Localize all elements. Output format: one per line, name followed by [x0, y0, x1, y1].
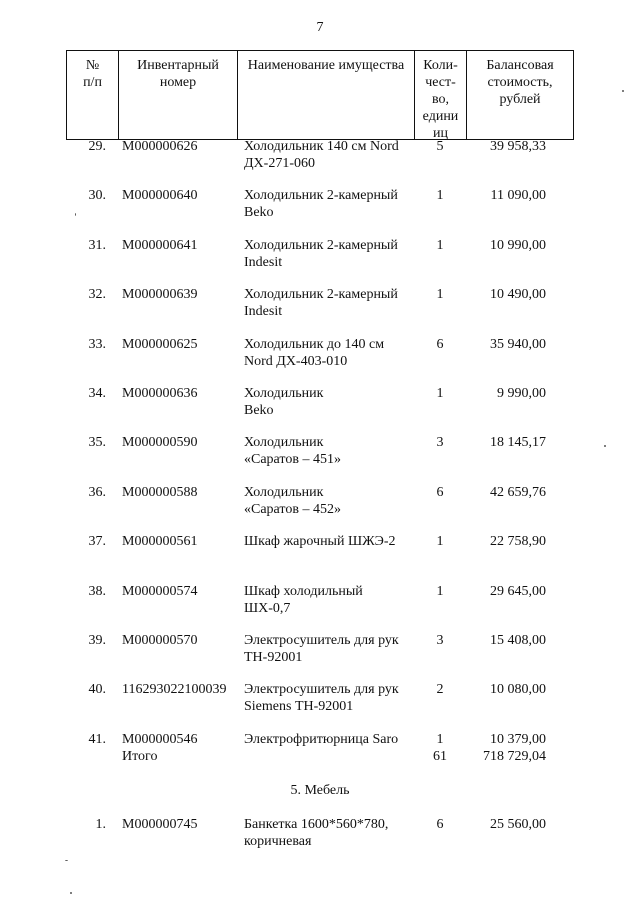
row-cost: 35 940,00: [490, 336, 546, 352]
row-inventory-number: М000000590: [122, 435, 198, 451]
row-quantity: 1: [436, 237, 444, 253]
header-quantity: Коли- чест- во, едини иц: [415, 51, 467, 139]
table-row: [66, 533, 574, 567]
table-row: [66, 816, 574, 850]
row-quantity: 3: [436, 633, 444, 648]
row-quantity: 3: [436, 435, 444, 451]
table-row: [66, 187, 574, 221]
row-quantity: 6: [436, 817, 444, 832]
table-row: [66, 385, 574, 419]
table-row: [66, 681, 574, 715]
table-row: [66, 434, 574, 468]
row-item-name: Холодильник 140 см Nord ДХ-271-060: [244, 139, 399, 171]
header-name: Наименование имущества: [238, 51, 415, 139]
row-item-name: Холодильник «Саратов – 451»: [244, 435, 341, 468]
row-number: 36.: [88, 484, 106, 500]
header-num: № п/п: [67, 51, 119, 139]
row-number: 33.: [88, 336, 106, 352]
table-row: [66, 138, 574, 172]
row-quantity: 5: [436, 139, 444, 154]
table-header: [66, 50, 574, 140]
row-number: 40.: [88, 682, 106, 698]
row-number: 29.: [88, 139, 106, 154]
row-cost: 10 990,00: [490, 237, 546, 253]
scan-speck: [622, 90, 624, 92]
row-number: 31.: [88, 237, 106, 253]
scan-speck: [65, 860, 68, 861]
row-cost: 10 379,00: [490, 731, 546, 747]
header-inventory: Инвентарный номер: [119, 51, 238, 139]
row-cost: 10 490,00: [490, 287, 546, 303]
row-cost: 18 145,17: [490, 435, 546, 451]
row-number: 39.: [88, 633, 106, 648]
row-cost: 9 990,00: [497, 386, 546, 401]
table-row: [66, 484, 574, 518]
row-inventory-number: М000000546: [122, 731, 198, 747]
row-item-name: Шкаф жарочный ШЖЭ-2: [244, 534, 396, 550]
row-cost: 25 560,00: [490, 817, 546, 832]
row-item-name: Холодильник 2-камерный Indesit: [244, 237, 398, 270]
row-quantity: 6: [436, 484, 444, 500]
row-number: 32.: [88, 287, 106, 303]
scan-speck: [75, 213, 76, 216]
table-row: [66, 583, 574, 617]
row-inventory-number: М000000561: [122, 534, 198, 550]
row-inventory-number: М000000640: [122, 188, 198, 204]
row-quantity: 6: [436, 336, 444, 352]
row-cost: 10 080,00: [490, 682, 546, 698]
row-cost: 11 090,00: [490, 188, 546, 204]
row-inventory-number: М000000745: [122, 817, 198, 832]
row-number: 34.: [88, 386, 106, 401]
row-inventory-number: М000000641: [122, 237, 198, 253]
page-number: 7: [316, 20, 324, 35]
total-row: [66, 749, 574, 766]
row-cost: 42 659,76: [490, 484, 546, 500]
scan-speck: [70, 892, 72, 894]
total-quantity: 61: [433, 749, 447, 764]
row-cost: 22 758,90: [490, 534, 546, 550]
row-inventory-number: М000000639: [122, 287, 198, 303]
row-inventory-number: 116293022100039: [122, 682, 227, 698]
table-row: [66, 237, 574, 271]
total-cost: 718 729,04: [483, 749, 546, 764]
row-item-name: Холодильник до 140 см Nord ДХ-403-010: [244, 336, 385, 369]
row-inventory-number: М000000626: [122, 139, 198, 154]
row-item-name: Холодильник Beko: [244, 386, 324, 418]
row-item-name: Холодильник 2-камерный Beko: [244, 188, 398, 221]
section-title: 5. Мебель: [290, 783, 350, 798]
row-number: 1.: [95, 817, 106, 832]
row-item-name: Банкетка 1600*560*780, коричневая: [244, 817, 389, 849]
row-inventory-number: М000000574: [122, 583, 198, 599]
row-inventory-number: М000000570: [122, 633, 198, 648]
table-row: [66, 336, 574, 370]
row-item-name: Электрофритюрница Saro: [244, 731, 399, 747]
row-item-name: Электросушитель для рук Siemens ТН-92001: [244, 682, 399, 715]
row-number: 37.: [88, 534, 106, 550]
row-quantity: 1: [436, 583, 444, 599]
row-item-name: Шкаф холодильный ШХ-0,7: [244, 583, 363, 616]
table-row: [66, 286, 574, 320]
header-cost: Балансовая стоимость, рублей: [486, 58, 554, 107]
row-inventory-number: М000000588: [122, 484, 198, 500]
row-number: 41.: [88, 731, 106, 747]
row-cost: 39 958,33: [490, 139, 546, 154]
row-inventory-number: М000000625: [122, 336, 198, 352]
row-quantity: 1: [436, 287, 444, 303]
row-quantity: 1: [436, 534, 444, 550]
row-quantity: 1: [436, 386, 444, 401]
scan-speck: [604, 445, 606, 447]
row-cost: 29 645,00: [490, 583, 546, 599]
table-row: [66, 632, 574, 666]
total-label: Итого: [122, 749, 158, 764]
row-number: 35.: [88, 435, 106, 451]
row-quantity: 1: [436, 731, 444, 747]
row-number: 30.: [88, 188, 106, 204]
row-quantity: 1: [436, 188, 444, 204]
row-item-name: Электросушитель для рук ТН-92001: [244, 633, 399, 665]
row-item-name: Холодильник «Саратов – 452»: [244, 484, 341, 517]
row-inventory-number: М000000636: [122, 386, 198, 401]
row-number: 38.: [88, 583, 106, 599]
row-quantity: 2: [436, 682, 444, 698]
row-item-name: Холодильник 2-камерный Indesit: [244, 287, 398, 320]
row-cost: 15 408,00: [490, 633, 546, 648]
